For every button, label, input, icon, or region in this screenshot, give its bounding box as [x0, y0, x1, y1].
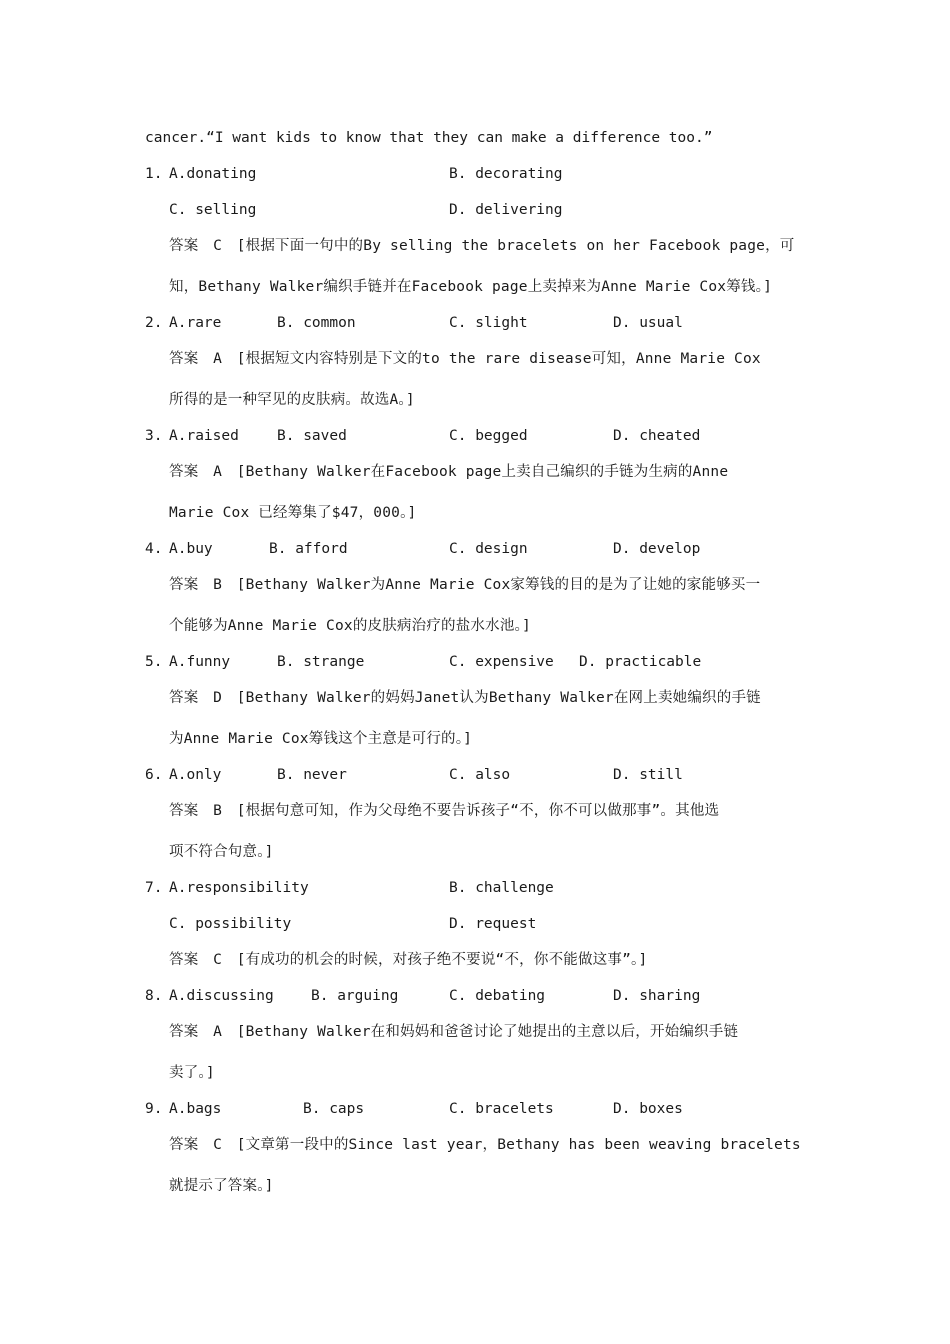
option-c: C. also: [449, 767, 511, 783]
question-number: 6.: [145, 767, 163, 783]
option-d: D. cheated: [613, 428, 701, 444]
option-d: D. usual: [613, 315, 683, 331]
answer-line: 答案 D [Bethany Walker的妈妈Janet认为Bethany Walker在网上卖她编织的手链: [169, 690, 761, 706]
answer-line: 答案 C [根据下面一句中的By selling the bracelets on her Facebook page，可: [169, 238, 795, 254]
option-a: A.discussing: [169, 988, 274, 1004]
answer-line: 答案 A [Bethany Walker在和妈妈和爸爸讨论了她提出的主意以后，开始编织手链: [169, 1024, 739, 1040]
question-number: 9.: [145, 1101, 163, 1117]
option-a: A.responsibility: [169, 880, 309, 896]
option-b: B. never: [277, 767, 347, 783]
option-b: B. saved: [277, 428, 347, 444]
question-number: 2.: [145, 315, 163, 331]
option-a: A.rare: [169, 315, 222, 331]
option-c: C. expensive: [449, 654, 554, 670]
option-d: D. delivering: [449, 202, 563, 218]
option-d: D. sharing: [613, 988, 701, 1004]
option-d: D. practicable: [579, 654, 702, 670]
option-a: A.funny: [169, 654, 231, 670]
option-d: D. still: [613, 767, 683, 783]
option-a: A.donating: [169, 166, 257, 182]
option-c: C. debating: [449, 988, 546, 1004]
option-c: C. selling: [169, 202, 257, 218]
option-c: C. design: [449, 541, 528, 557]
answer-line: 答案 C [有成功的机会的时候，对孩子绝不要说“不，你不能做这事”。]: [169, 952, 648, 968]
answer-line: 卖了。]: [169, 1065, 215, 1081]
question-number: 8.: [145, 988, 163, 1004]
answer-line: 项不符合句意。]: [169, 844, 274, 860]
answer-line: 所得的是一种罕见的皮肤病。故选A。]: [169, 392, 415, 408]
intro-line: cancer.“I want kids to know that they can make a difference too.”: [145, 130, 713, 146]
question-number: 4.: [145, 541, 163, 557]
option-b: B. afford: [269, 541, 348, 557]
option-a: A.buy: [169, 541, 213, 557]
option-c: C. begged: [449, 428, 528, 444]
option-b: B. arguing: [311, 988, 399, 1004]
option-a: A.bags: [169, 1101, 222, 1117]
option-b: B. strange: [277, 654, 365, 670]
option-b: B. challenge: [449, 880, 554, 896]
answer-line: 答案 B [Bethany Walker为Anne Marie Cox家筹钱的目的是为了让她的家能够买一: [169, 577, 761, 593]
answer-line: 答案 B [根据句意可知，作为父母绝不要告诉孩子“不，你不可以做那事”。其他选: [169, 803, 720, 819]
answer-line: 答案 A [Bethany Walker在Facebook page上卖自己编织的手链为生病的Anne: [169, 464, 729, 480]
answer-line: 个能够为Anne Marie Cox的皮肤病治疗的盐水水池。]: [169, 618, 531, 634]
answer-line: Marie Cox 已经筹集了$47，000。]: [169, 505, 417, 521]
option-b: B. common: [277, 315, 356, 331]
option-c: C. bracelets: [449, 1101, 554, 1117]
option-d: D. boxes: [613, 1101, 683, 1117]
answer-line: 为Anne Marie Cox筹钱这个主意是可行的。]: [169, 731, 473, 747]
option-d: D. develop: [613, 541, 701, 557]
option-c: C. slight: [449, 315, 528, 331]
option-c: C. possibility: [169, 916, 292, 932]
option-b: B. caps: [303, 1101, 365, 1117]
question-number: 1.: [145, 166, 163, 182]
answer-line: 答案 A [根据短文内容特别是下文的to the rare disease可知，Anne Marie Cox: [169, 351, 761, 367]
option-a: A.only: [169, 767, 222, 783]
option-d: D. request: [449, 916, 537, 932]
question-number: 7.: [145, 880, 163, 896]
answer-line: 知，Bethany Walker编织手链并在Facebook page上卖掉来为Anne Marie Cox筹钱。]: [169, 279, 772, 295]
option-b: B. decorating: [449, 166, 563, 182]
question-number: 3.: [145, 428, 163, 444]
option-a: A.raised: [169, 428, 239, 444]
question-number: 5.: [145, 654, 163, 670]
answer-line: 就提示了答案。]: [169, 1178, 274, 1194]
answer-line: 答案 C [文章第一段中的Since last year，Bethany has been weaving bracelets: [169, 1137, 801, 1153]
